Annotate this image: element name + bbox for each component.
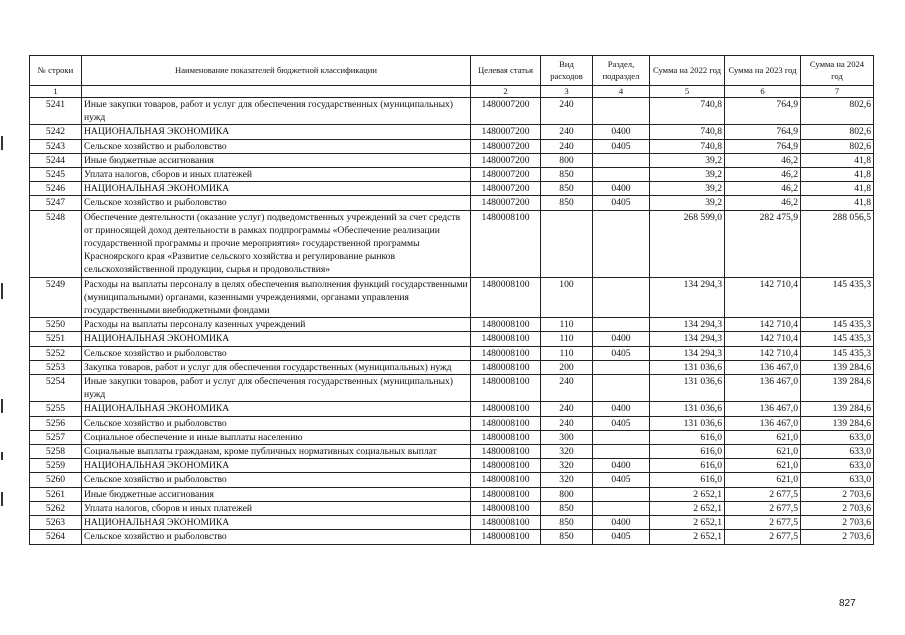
row-number: 5249 xyxy=(30,277,82,318)
section-code: 0405 xyxy=(593,139,650,153)
sum-2024: 2 703,6 xyxy=(801,487,874,501)
expense-type: 850 xyxy=(541,196,593,210)
target-article: 1480008100 xyxy=(471,516,541,530)
sum-2023: 142 710,4 xyxy=(725,277,801,318)
expense-type: 240 xyxy=(541,416,593,430)
row-number: 5245 xyxy=(30,168,82,182)
sum-2023: 46,2 xyxy=(725,182,801,196)
expense-type: 240 xyxy=(541,375,593,402)
sum-2023: 136 467,0 xyxy=(725,416,801,430)
header-vid: Вид расходов xyxy=(541,56,593,86)
sum-2024: 139 284,6 xyxy=(801,360,874,374)
section-code: 0400 xyxy=(593,182,650,196)
table-row xyxy=(30,318,874,332)
target-article: 1480008100 xyxy=(471,459,541,473)
target-article: 1480008100 xyxy=(471,332,541,346)
section-code xyxy=(593,318,650,332)
margin-mark xyxy=(1,283,3,299)
row-number: 5263 xyxy=(30,516,82,530)
sum-2022: 2 652,1 xyxy=(650,487,725,501)
sum-2022: 740,8 xyxy=(650,125,725,139)
row-name: Иные закупки товаров, работ и услуг для обеспечения государственных (муниципальных) нужд xyxy=(82,375,471,402)
sum-2022: 616,0 xyxy=(650,430,725,444)
sum-2024: 633,0 xyxy=(801,473,874,487)
row-name: Уплата налогов, сборов и иных платежей xyxy=(82,168,471,182)
table-row xyxy=(30,375,874,402)
sum-2024: 145 435,3 xyxy=(801,332,874,346)
row-number: 5246 xyxy=(30,182,82,196)
row-name: Иные бюджетные ассигнования xyxy=(82,487,471,501)
target-article: 1480008100 xyxy=(471,473,541,487)
sum-2022: 131 036,6 xyxy=(650,375,725,402)
section-code: 0400 xyxy=(593,125,650,139)
row-name: Сельское хозяйство и рыболовство xyxy=(82,473,471,487)
sum-2024: 41,8 xyxy=(801,153,874,167)
section-code: 0405 xyxy=(593,473,650,487)
expense-type: 240 xyxy=(541,402,593,416)
table-body xyxy=(30,98,874,545)
sum-2022: 39,2 xyxy=(650,153,725,167)
target-article: 1480008100 xyxy=(471,360,541,374)
header-sum-2022: Сумма на 2022 год xyxy=(650,56,725,86)
target-article: 1480007200 xyxy=(471,182,541,196)
section-code xyxy=(593,487,650,501)
target-article: 1480008100 xyxy=(471,501,541,515)
expense-type: 320 xyxy=(541,445,593,459)
table-row xyxy=(30,487,874,501)
sum-2024: 139 284,6 xyxy=(801,402,874,416)
section-code: 0400 xyxy=(593,332,650,346)
row-name: Сельское хозяйство и рыболовство xyxy=(82,139,471,153)
row-name: Расходы на выплаты персоналу в целях обеспечения выполнения функций государственными (муниципальными) органами, казенными учреждениями, органами управления государственными внебюджетными фондами xyxy=(82,277,471,318)
row-number: 5252 xyxy=(30,346,82,360)
sum-2022: 134 294,3 xyxy=(650,332,725,346)
target-article: 1480007200 xyxy=(471,196,541,210)
row-name: НАЦИОНАЛЬНАЯ ЭКОНОМИКА xyxy=(82,459,471,473)
table-row xyxy=(30,416,874,430)
row-number: 5262 xyxy=(30,501,82,515)
section-code: 0400 xyxy=(593,402,650,416)
row-number: 5255 xyxy=(30,402,82,416)
sum-2024: 633,0 xyxy=(801,430,874,444)
target-article: 1480007200 xyxy=(471,168,541,182)
sum-2022: 131 036,6 xyxy=(650,402,725,416)
table-row xyxy=(30,153,874,167)
sum-2024: 2 703,6 xyxy=(801,516,874,530)
row-name: Сельское хозяйство и рыболовство xyxy=(82,346,471,360)
row-name: Обеспечение деятельности (оказание услуг) подведомственных учреждений за счет средств от приносящей доход деятельности в рамках подпрограммы «Обеспечение реализации государственной программы и прочие мероприятия» государственной программы Красноярского края «Развитие сельского хозяйства и регулирование рынков сельскохозяйственной продукции, сырья и продовольствия» xyxy=(82,210,471,277)
sum-2023: 136 467,0 xyxy=(725,360,801,374)
sum-2024: 41,8 xyxy=(801,168,874,182)
page-number: 827 xyxy=(839,598,856,609)
sum-2023: 2 677,5 xyxy=(725,487,801,501)
expense-type: 110 xyxy=(541,332,593,346)
sum-2023: 621,0 xyxy=(725,430,801,444)
header-row-no: № строки xyxy=(30,56,82,86)
header-target: Целевая статья xyxy=(471,56,541,86)
row-number: 5241 xyxy=(30,98,82,125)
column-number: 3 xyxy=(541,86,593,98)
target-article: 1480008100 xyxy=(471,416,541,430)
table-row xyxy=(30,168,874,182)
table-row xyxy=(30,125,874,139)
row-name: НАЦИОНАЛЬНАЯ ЭКОНОМИКА xyxy=(82,332,471,346)
column-number: 7 xyxy=(801,86,874,98)
table-row xyxy=(30,139,874,153)
sum-2023: 136 467,0 xyxy=(725,375,801,402)
section-code xyxy=(593,168,650,182)
sum-2022: 2 652,1 xyxy=(650,516,725,530)
sum-2022: 740,8 xyxy=(650,98,725,125)
sum-2022: 2 652,1 xyxy=(650,501,725,515)
target-article: 1480008100 xyxy=(471,430,541,444)
section-code xyxy=(593,375,650,402)
sum-2024: 145 435,3 xyxy=(801,346,874,360)
expense-type: 200 xyxy=(541,360,593,374)
sum-2024: 2 703,6 xyxy=(801,530,874,544)
section-code xyxy=(593,445,650,459)
section-code xyxy=(593,277,650,318)
sum-2024: 139 284,6 xyxy=(801,375,874,402)
row-number: 5253 xyxy=(30,360,82,374)
header-razdel: Раздел, подраздел xyxy=(593,56,650,86)
table-row xyxy=(30,501,874,515)
sum-2023: 2 677,5 xyxy=(725,530,801,544)
header-row xyxy=(30,56,874,86)
section-code xyxy=(593,501,650,515)
row-name: Сельское хозяйство и рыболовство xyxy=(82,196,471,210)
row-number: 5258 xyxy=(30,445,82,459)
row-name: Социальное обеспечение и иные выплаты населению xyxy=(82,430,471,444)
row-name: НАЦИОНАЛЬНАЯ ЭКОНОМИКА xyxy=(82,125,471,139)
sum-2023: 764,9 xyxy=(725,98,801,125)
column-number: 1 xyxy=(30,86,82,98)
sum-2022: 131 036,6 xyxy=(650,416,725,430)
sum-2024: 139 284,6 xyxy=(801,416,874,430)
sum-2023: 46,2 xyxy=(725,196,801,210)
sum-2023: 764,9 xyxy=(725,139,801,153)
column-number: 2 xyxy=(471,86,541,98)
sum-2024: 145 435,3 xyxy=(801,277,874,318)
table-row xyxy=(30,332,874,346)
row-number: 5250 xyxy=(30,318,82,332)
target-article: 1480008100 xyxy=(471,375,541,402)
target-article: 1480008100 xyxy=(471,530,541,544)
row-name: Иные закупки товаров, работ и услуг для обеспечения государственных (муниципальных) нужд xyxy=(82,98,471,125)
expense-type: 100 xyxy=(541,277,593,318)
table-row xyxy=(30,402,874,416)
section-code: 0405 xyxy=(593,416,650,430)
row-name: Иные бюджетные ассигнования xyxy=(82,153,471,167)
column-number: 4 xyxy=(593,86,650,98)
row-number: 5247 xyxy=(30,196,82,210)
expense-type: 300 xyxy=(541,430,593,444)
expense-type: 110 xyxy=(541,318,593,332)
expense-type: 850 xyxy=(541,501,593,515)
row-number: 5254 xyxy=(30,375,82,402)
row-name: Расходы на выплаты персоналу казенных учреждений xyxy=(82,318,471,332)
sum-2022: 39,2 xyxy=(650,196,725,210)
sum-2023: 2 677,5 xyxy=(725,516,801,530)
table-row xyxy=(30,196,874,210)
sum-2023: 46,2 xyxy=(725,168,801,182)
sum-2023: 621,0 xyxy=(725,445,801,459)
target-article: 1480008100 xyxy=(471,487,541,501)
section-code xyxy=(593,153,650,167)
sum-2022: 39,2 xyxy=(650,168,725,182)
sum-2023: 621,0 xyxy=(725,459,801,473)
margin-mark xyxy=(1,452,3,460)
row-number: 5243 xyxy=(30,139,82,153)
sum-2024: 2 703,6 xyxy=(801,501,874,515)
row-number: 5248 xyxy=(30,210,82,277)
row-number: 5257 xyxy=(30,430,82,444)
table-row xyxy=(30,473,874,487)
sum-2022: 616,0 xyxy=(650,445,725,459)
sum-2023: 46,2 xyxy=(725,153,801,167)
row-number: 5256 xyxy=(30,416,82,430)
table-row xyxy=(30,277,874,318)
table-row xyxy=(30,516,874,530)
sum-2022: 134 294,3 xyxy=(650,277,725,318)
expense-type: 240 xyxy=(541,125,593,139)
row-name: Социальные выплаты гражданам, кроме публичных нормативных социальных выплат xyxy=(82,445,471,459)
expense-type: 850 xyxy=(541,516,593,530)
sum-2022: 268 599,0 xyxy=(650,210,725,277)
row-number: 5261 xyxy=(30,487,82,501)
sum-2024: 802,6 xyxy=(801,98,874,125)
row-name: НАЦИОНАЛЬНАЯ ЭКОНОМИКА xyxy=(82,516,471,530)
sum-2024: 802,6 xyxy=(801,139,874,153)
section-code xyxy=(593,210,650,277)
table-row xyxy=(30,360,874,374)
section-code: 0400 xyxy=(593,516,650,530)
row-number: 5259 xyxy=(30,459,82,473)
row-name: Уплата налогов, сборов и иных платежей xyxy=(82,501,471,515)
column-number: 6 xyxy=(725,86,801,98)
table-row xyxy=(30,530,874,544)
row-number: 5264 xyxy=(30,530,82,544)
sum-2023: 142 710,4 xyxy=(725,346,801,360)
row-number: 5242 xyxy=(30,125,82,139)
table-row xyxy=(30,182,874,196)
section-code xyxy=(593,430,650,444)
section-code xyxy=(593,98,650,125)
target-article: 1480007200 xyxy=(471,153,541,167)
target-article: 1480008100 xyxy=(471,318,541,332)
expense-type: 320 xyxy=(541,459,593,473)
row-number: 5260 xyxy=(30,473,82,487)
table-row xyxy=(30,346,874,360)
target-article: 1480007200 xyxy=(471,98,541,125)
header-name: Наименование показателей бюджетной классификации xyxy=(82,56,471,86)
sum-2023: 136 467,0 xyxy=(725,402,801,416)
expense-type: 800 xyxy=(541,153,593,167)
target-article: 1480008100 xyxy=(471,445,541,459)
sum-2022: 616,0 xyxy=(650,459,725,473)
sum-2023: 142 710,4 xyxy=(725,332,801,346)
expense-type: 240 xyxy=(541,139,593,153)
sum-2023: 621,0 xyxy=(725,473,801,487)
row-name: Сельское хозяйство и рыболовство xyxy=(82,416,471,430)
margin-mark xyxy=(1,492,3,506)
target-article: 1480007200 xyxy=(471,139,541,153)
column-number-row xyxy=(30,86,874,98)
sum-2022: 131 036,6 xyxy=(650,360,725,374)
expense-type: 110 xyxy=(541,346,593,360)
sum-2024: 145 435,3 xyxy=(801,318,874,332)
sum-2023: 764,9 xyxy=(725,125,801,139)
budget-table xyxy=(29,55,874,545)
table-row xyxy=(30,459,874,473)
table-row xyxy=(30,430,874,444)
row-number: 5244 xyxy=(30,153,82,167)
sum-2024: 41,8 xyxy=(801,182,874,196)
table-row xyxy=(30,210,874,277)
table-row xyxy=(30,445,874,459)
margin-mark xyxy=(1,136,3,150)
expense-type: 800 xyxy=(541,487,593,501)
section-code xyxy=(593,360,650,374)
expense-type: 320 xyxy=(541,473,593,487)
sum-2024: 633,0 xyxy=(801,445,874,459)
expense-type: 850 xyxy=(541,168,593,182)
header-sum-2024: Сумма на 2024 год xyxy=(801,56,874,86)
sum-2022: 39,2 xyxy=(650,182,725,196)
row-name: НАЦИОНАЛЬНАЯ ЭКОНОМИКА xyxy=(82,402,471,416)
header-sum-2023: Сумма на 2023 год xyxy=(725,56,801,86)
column-number xyxy=(82,86,471,98)
column-number: 5 xyxy=(650,86,725,98)
sum-2022: 134 294,3 xyxy=(650,346,725,360)
section-code: 0400 xyxy=(593,459,650,473)
section-code: 0405 xyxy=(593,346,650,360)
sum-2023: 142 710,4 xyxy=(725,318,801,332)
target-article: 1480008100 xyxy=(471,277,541,318)
section-code: 0405 xyxy=(593,196,650,210)
expense-type: 240 xyxy=(541,98,593,125)
table-row xyxy=(30,98,874,125)
sum-2022: 134 294,3 xyxy=(650,318,725,332)
row-name: НАЦИОНАЛЬНАЯ ЭКОНОМИКА xyxy=(82,182,471,196)
expense-type: 850 xyxy=(541,530,593,544)
expense-type: 850 xyxy=(541,182,593,196)
section-code: 0405 xyxy=(593,530,650,544)
sum-2024: 802,6 xyxy=(801,125,874,139)
target-article: 1480008100 xyxy=(471,402,541,416)
sum-2024: 633,0 xyxy=(801,459,874,473)
row-name: Закупка товаров, работ и услуг для обеспечения государственных (муниципальных) нужд xyxy=(82,360,471,374)
margin-mark xyxy=(1,399,3,413)
sum-2022: 740,8 xyxy=(650,139,725,153)
sum-2024: 41,8 xyxy=(801,196,874,210)
row-number: 5251 xyxy=(30,332,82,346)
row-name: Сельское хозяйство и рыболовство xyxy=(82,530,471,544)
sum-2024: 288 056,5 xyxy=(801,210,874,277)
target-article: 1480008100 xyxy=(471,210,541,277)
sum-2022: 616,0 xyxy=(650,473,725,487)
sum-2023: 282 475,9 xyxy=(725,210,801,277)
sum-2023: 2 677,5 xyxy=(725,501,801,515)
target-article: 1480007200 xyxy=(471,125,541,139)
expense-type xyxy=(541,210,593,277)
target-article: 1480008100 xyxy=(471,346,541,360)
sum-2022: 2 652,1 xyxy=(650,530,725,544)
